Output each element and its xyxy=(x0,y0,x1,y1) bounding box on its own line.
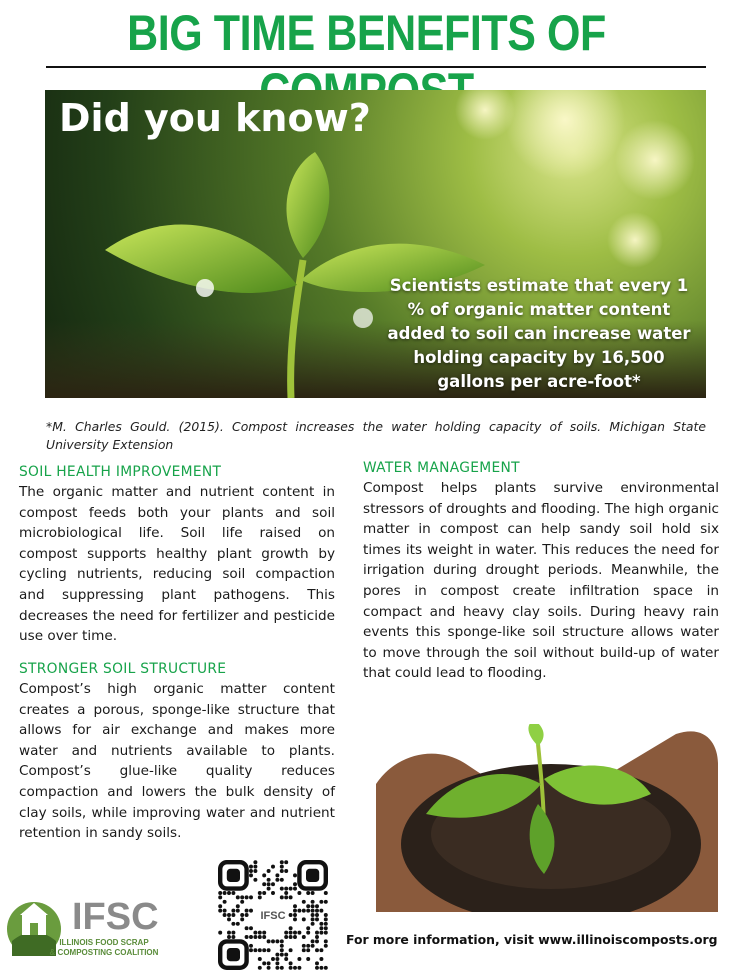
qr-code[interactable] xyxy=(218,860,328,970)
hands-seedling-photo xyxy=(376,724,718,912)
soil-health-section xyxy=(19,462,335,647)
page-title: BIG TIME BENEFITS OF xyxy=(127,5,606,61)
hero-fact: Scientists estimate that every 1 % of organic matter content added to soil can increase water holding capacity by 16,500 gallons per acre-foot* xyxy=(387,276,691,391)
ifsc-logo xyxy=(4,893,194,963)
logo-line-1: ILLINOIS FOOD SCRAP xyxy=(59,938,149,947)
soil-structure-body: Compost’s high organic matter content creates a porous, sponge-like structure that allows for air exchange and makes more water and nutrients available to plants. Compost’s glue-like quality reduces compaction and lowers the bulk density of clay soils, while improving water and nutrient retention in sandy soils. xyxy=(19,681,335,842)
qr-center-label: IFSC xyxy=(260,910,286,922)
hero-question: Did you know? xyxy=(59,96,371,140)
citation: *M. Charles Gould. (2015). Compost increases the water holding capacity of soils. Michigan State University Extension xyxy=(46,419,706,452)
footer-info: For more information, visit www.illinoiscomposts.org xyxy=(346,932,718,947)
hero-image xyxy=(45,90,706,398)
water-management-body: Compost helps plants survive environmental stressors of droughts and flooding. The high organic matter in compost can help sandy soil hold six times its weight in water. This reduces the need for irrigation during drought periods. Meanwhile, the pores in compost create infiltration space in compact and heavy clay soils. During heavy rain events this sponge-like soil structure allows water to move through the soil without build-up of water that could lead to flooding. xyxy=(363,480,719,682)
soil-structure-section xyxy=(19,659,335,844)
soil-health-heading: SOIL HEALTH IMPROVEMENT xyxy=(19,464,222,480)
title-divider xyxy=(46,66,706,68)
water-management-heading: WATER MANAGEMENT xyxy=(363,460,520,476)
logo-line-2: & COMPOSTING COALITION xyxy=(49,948,159,957)
soil-health-body: The organic matter and nutrient content in compost feeds both your plants and soil microbiological life. Soil life raised on compost supports healthy plant growth by cycling nutrients, reducing soil compaction and suppressing plant pathogens. This decreases the need for fertilizer and pesticide use over time. xyxy=(19,484,335,645)
soil-structure-heading: STRONGER SOIL STRUCTURE xyxy=(19,661,227,677)
water-management-section xyxy=(363,458,719,684)
logo-acronym: IFSC xyxy=(72,896,159,938)
